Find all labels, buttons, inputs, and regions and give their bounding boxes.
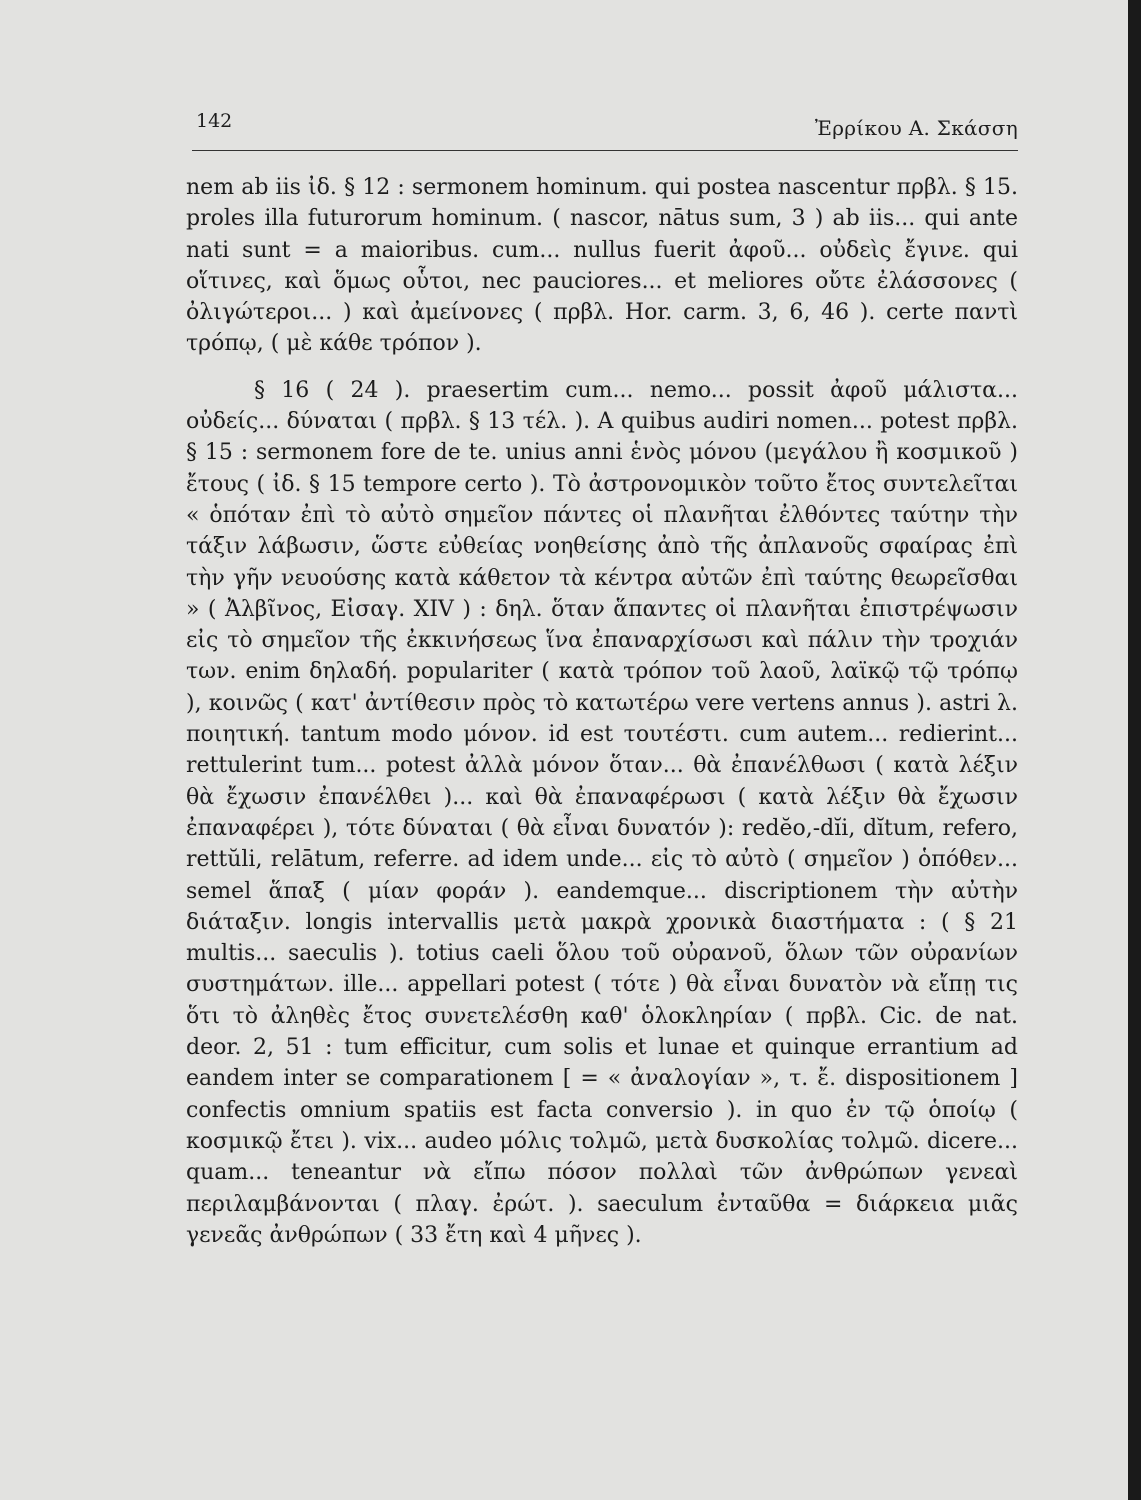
page-header <box>192 100 1018 151</box>
paragraph-1: nem ab iis ἰδ. § 12 : sermonem hominum. qui postea nascentur πρβλ. § 15. proles illa futurorum hominum. ( nascor, nātus sum, 3 ) ab iis... qui ante nati sunt = a maioribus. cum... nullus fuerit ἀφοῦ... οὐδεὶς ἔγινε. qui οἵτινες, καὶ ὅμως οὗτοι, nec pauciores... et meliores οὔτε ἐλάσσονες ( ὀλιγώτεροι... ) καὶ ἀμείνονες ( πρβλ. Hor. carm. 3, 6, 46 ). certe παντὶ τρόπῳ, ( μὲ κάθε τρόπον ). <box>186 175 1018 357</box>
paragraph-2: § 16 ( 24 ). praesertim cum... nemo... possit ἀφοῦ μάλιστα... οὐδείς... δύναται ( πρβλ. § 13 τέλ. ). A quibus audiri nomen... potest πρβλ. § 15 : sermonem fore de te. unius anni ἑνὸς μόνου (μεγάλου ἢ κοσμικοῦ ) ἔτους ( ἰδ. § 15 tempore certo ). Τὸ ἀστρονομικὸν τοῦτο ἔτος συντελεῖται « ὁπόταν ἐπὶ τὸ αὐτὸ σημεῖον πάντες οἱ πλανῆται ἐλθόντες ταύτην τὴν τάξιν λάβωσιν, ὥστε εὐθείας νοηθείσης ἀπὸ τῆς ἀπλανοῦς σφαίρας ἐπὶ τὴν γῆν νευούσης κατὰ κάθετον τὰ κέντρα αὐτῶν ἐπὶ ταύτης θεωρεῖσθαι » ( Ἀλβῖνος, Εἰσαγ. XIV ) : δηλ. ὅταν ἅπαντες οἱ πλανῆται ἐπιστρέψωσιν εἰς τὸ σημεῖον τῆς ἐκκινήσεως ἵνα ἐπαναρχίσωσι καὶ πάλιν τὴν τροχιάν των. enim δηλαδή. populariter ( κατὰ τρόπον τοῦ λαοῦ, λαϊκῷ τῷ τρόπῳ ), κοινῶς ( κατ' ἀντίθεσιν πρὸς τὸ κατωτέρω vere vertens annus ). astri λ. ποιητική. tantum modo μόνον. id est τουτέστι. cum autem... redierint... rettulerint tum... potest ἀλλὰ μόνον ὅταν... θὰ ἐπανέλθωσι ( κατὰ λέξιν θὰ ἔχωσιν ἐπανέλθει )... καὶ θὰ ἐπαναφέρωσι ( κατὰ λέξιν θὰ ἔχωσιν ἐπαναφέρει ), τότε δύναται ( θὰ εἶναι δυνατόν ): redĕo,-dĭi, dĭtum, refero, rettŭli, relātum, referre. ad idem unde... εἰς τὸ αὐτὸ ( σημεῖον ) ὁπόθεν... semel ἅπαξ ( μίαν φοράν ). eandemque... discriptionem τὴν αὐτὴν διάταξιν. longis intervallis μετὰ μακρὰ χρονικὰ διαστήματα : ( § 21 multis... saeculis ). totius caeli ὅλου τοῦ οὐρανοῦ, ὅλων τῶν οὐρανίων συστημάτων. ille... appellari potest ( τότε ) θὰ εἶναι δυνατὸν νὰ εἴπῃ τις ὅτι τὸ ἀληθὲς ἔτος συνετελέσθη καθ' ὁλοκληρίαν ( πρβλ. Cic. de nat. deor. 2, 51 : tum efficitur, cum solis et lunae et quinque errantium ad eandem inter se comparationem [ = « ἀναλογίαν », τ. ἔ. dispositionem ] confectis omnium spatiis est facta conversio ). in quo ἐν τῷ ὁποίῳ ( κοσμικῷ ἔτει ). vix... audeo μόλις τολμῶ, μετὰ δυσκολίας τολμῶ. dicere... quam... teneantur νὰ εἴπω πόσον πολλαὶ τῶν ἀνθρώπων γενεαὶ περιλαμβάνονται ( πλαγ. ἐρώτ. ). saeculum ἐνταῦθα = διάρκεια μιᾶς γενεᾶς ἀνθρώπων ( 33 ἔτη καὶ 4 μῆνες ). <box>186 377 1018 1248</box>
running-head: Ἐρρίκου Α. Σκάσση <box>814 116 1018 140</box>
scan-edge <box>1128 0 1141 1500</box>
page-number: 142 <box>196 110 233 132</box>
commentary-text <box>186 172 1018 1251</box>
